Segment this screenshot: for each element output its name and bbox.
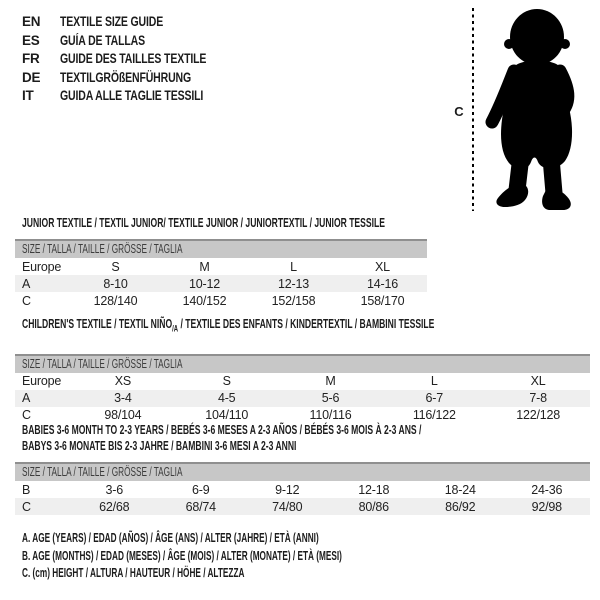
- title-segment: JUNIOR TEXTILE / TEXTIL JUNIOR/ TEXTILE JUNIOR / JUNIORTEXTIL / JUNIOR TESSILE: [22, 215, 385, 230]
- table-cell: 7-8: [486, 390, 590, 407]
- childrens-textile-table: [15, 317, 590, 424]
- language-row: [22, 32, 248, 51]
- table-cell: 3-4: [71, 390, 175, 407]
- table-cell: XL: [530, 374, 546, 389]
- table-row: [15, 390, 590, 407]
- row-label: C: [22, 408, 31, 423]
- language-row: [22, 69, 248, 88]
- language-code: IT: [22, 88, 34, 103]
- table-title: [22, 216, 427, 229]
- title-segment: / TEXTILE DES ENFANTS / KINDERTEXTIL / BAMBINI TESSILE: [178, 316, 435, 331]
- table-cell: 8-10: [71, 275, 160, 292]
- table-cell: XL: [375, 259, 390, 274]
- table-cell: 92/98: [504, 498, 591, 515]
- language-row: [22, 87, 248, 106]
- table-title-line: [22, 438, 590, 454]
- legend-line-a: [22, 530, 507, 548]
- table-row: [15, 481, 590, 498]
- size-grid: [15, 258, 427, 309]
- legend: [22, 530, 507, 583]
- size-header-text: SIZE / TALLA / TAILLE / GRÖSSE / TAGLIA: [22, 356, 183, 371]
- table-cell: 5-6: [279, 390, 383, 407]
- legend-line-b: [22, 548, 507, 566]
- table-cell: 68/74: [158, 498, 245, 515]
- table-cell: 140/152: [182, 293, 227, 308]
- legend-text: C. (cm) HEIGHT / ALTURA / HAUTEUR / HÖHE / ALTEZZA: [22, 566, 245, 580]
- baby-silhouette-icon: [479, 4, 597, 214]
- table-title-line: [22, 216, 427, 229]
- title-segment: BABIES 3-6 MONTH TO 2-3 YEARS / BEBÉS 3-6 MESES A 2-3 AÑOS / BÉBÉS 3-6 MOIS À 2-3 ANS /: [22, 422, 422, 437]
- table-row: [15, 258, 427, 275]
- table-cell: 152/158: [271, 293, 316, 308]
- size-header-text: SIZE / TALLA / TAILLE / GRÖSSE / TAGLIA: [22, 465, 183, 479]
- table-cell: 14-16: [338, 275, 427, 292]
- row-label: A: [15, 390, 71, 407]
- table-cell: 128/140: [93, 293, 138, 308]
- row-label: B: [22, 482, 31, 497]
- table-cell: S: [222, 374, 231, 389]
- language-label: TEXTILGRÖßENFÜHRUNG: [60, 69, 192, 85]
- table-title-line: [22, 317, 590, 336]
- row-label: Europe: [22, 259, 62, 274]
- table-row: [15, 275, 427, 292]
- title-segment: BABYS 3-6 MONATE BIS 2-3 JAHRE / BAMBINI 3-6 MESI A 2-3 ANNI: [22, 438, 297, 453]
- size-grid: [15, 373, 590, 424]
- language-label: GUIDA ALLE TAGLIE TESSILI: [60, 88, 204, 103]
- language-list: [22, 13, 248, 106]
- language-code: EN: [22, 14, 41, 29]
- table-cell: 104/110: [205, 408, 249, 423]
- language-row: [22, 50, 248, 69]
- table-cell: 18-24: [444, 482, 476, 497]
- size-header-bar: [15, 239, 427, 258]
- title-segment: CHILDREN'S TEXTILE / TEXTIL NIÑO: [22, 316, 173, 331]
- table-cell: 6-7: [382, 390, 486, 407]
- language-label: GUÍA DE TALLAS: [60, 32, 145, 48]
- table-cell: 74/80: [244, 498, 331, 515]
- language-label: GUIDE DES TAILLES TEXTILE: [60, 51, 207, 66]
- table-title: [22, 422, 590, 454]
- table-row: [15, 292, 427, 309]
- height-measure-dotted-line: [472, 8, 474, 211]
- row-label: A: [15, 275, 71, 292]
- table-cell: L: [430, 374, 438, 389]
- table-cell: 158/170: [360, 293, 405, 308]
- junior-textile-table: [15, 216, 427, 309]
- language-code: DE: [22, 69, 41, 85]
- row-label: Europe: [22, 374, 62, 389]
- table-cell: 116/122: [412, 408, 456, 423]
- table-cell: 6-9: [192, 482, 210, 497]
- table-cell: 24-36: [531, 482, 563, 497]
- table-cell: L: [290, 259, 297, 274]
- legend-line-c: [22, 565, 507, 583]
- table-cell: M: [325, 374, 336, 389]
- table-cell: 80/86: [331, 498, 418, 515]
- table-cell: 86/92: [417, 498, 504, 515]
- height-measure-label: C: [454, 104, 464, 119]
- table-cell: 122/128: [516, 408, 560, 423]
- table-cell: 9-12: [275, 482, 300, 497]
- size-header-bar: [15, 354, 590, 373]
- table-cell: 98/104: [104, 408, 142, 423]
- language-code: FR: [22, 51, 40, 66]
- legend-text: A. AGE (YEARS) / EDAD (AÑOS) / ÂGE (ANS) / ALTER (JAHRE) / ETÀ (ANNI): [22, 531, 319, 545]
- language-code: ES: [22, 32, 40, 48]
- language-label: TEXTILE SIZE GUIDE: [60, 14, 164, 29]
- table-cell: 110/116: [309, 408, 352, 423]
- size-header-text: SIZE / TALLA / TAILLE / GRÖSSE / TAGLIA: [22, 242, 183, 256]
- table-row: [15, 373, 590, 390]
- table-title-line: [22, 422, 590, 438]
- title-subscript: /A: [172, 323, 179, 334]
- table-cell: 10-12: [160, 275, 249, 292]
- table-cell: S: [111, 259, 120, 274]
- table-cell: 3-6: [105, 482, 123, 497]
- table-cell: 62/68: [71, 498, 158, 515]
- table-cell: 12-18: [358, 482, 390, 497]
- table-cell: 4-5: [175, 390, 279, 407]
- table-title: [22, 317, 590, 336]
- row-label: C: [15, 498, 71, 515]
- language-row: [22, 13, 248, 32]
- legend-text: B. AGE (MONTHS) / EDAD (MESES) / ÂGE (MOIS) / ALTER (MONATE) / ETÀ (MESI): [22, 548, 342, 563]
- table-row: [15, 498, 590, 515]
- babies-textile-table: [15, 422, 590, 515]
- table-cell: XS: [114, 374, 132, 389]
- size-grid: [15, 481, 590, 515]
- size-header-bar: [15, 462, 590, 481]
- row-label: C: [22, 293, 31, 308]
- table-cell: 12-13: [249, 275, 338, 292]
- table-cell: M: [199, 259, 210, 274]
